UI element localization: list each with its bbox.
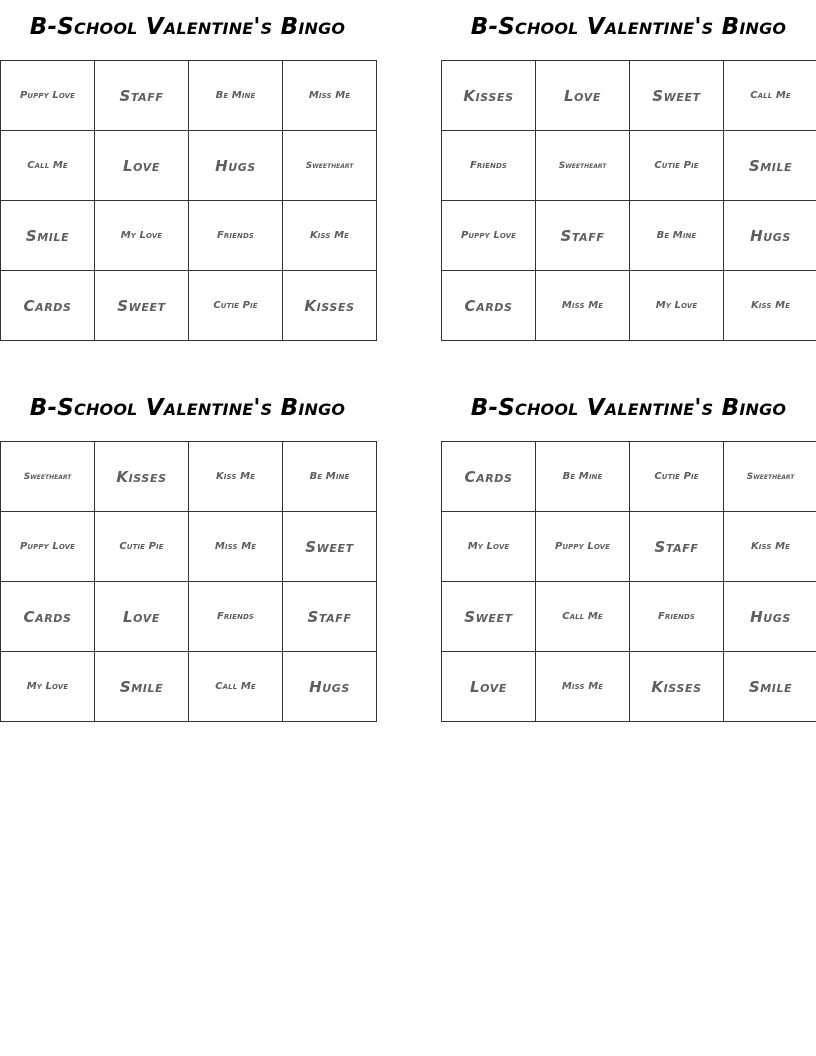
bingo-cell: Sweet: [630, 61, 724, 131]
bingo-cell: Cutie Pie: [630, 442, 724, 512]
card-title: B-School Valentine's Bingo: [29, 14, 346, 40]
bingo-cell: Puppy Love: [1, 61, 95, 131]
bingo-grid: [441, 441, 816, 722]
bingo-cell: Staff: [536, 201, 630, 271]
grid-row: [442, 442, 816, 512]
bingo-grid: [0, 60, 377, 341]
bingo-cell: Kiss Me: [724, 271, 816, 341]
bingo-cell: Kisses: [630, 652, 724, 722]
bingo-cell: Call Me: [536, 582, 630, 652]
bingo-cell: Kisses: [442, 61, 536, 131]
grid-row: [1, 582, 377, 652]
card-title: B-School Valentine's Bingo: [470, 395, 787, 421]
bingo-grid: [0, 441, 377, 722]
bingo-cell: Puppy Love: [442, 201, 536, 271]
bingo-cell: Love: [442, 652, 536, 722]
bingo-cell: Friends: [630, 582, 724, 652]
bingo-cell: Cards: [1, 582, 95, 652]
bingo-cell: My Love: [442, 512, 536, 582]
bingo-cell: Kisses: [95, 442, 189, 512]
bingo-cell: Love: [95, 131, 189, 201]
card-title: B-School Valentine's Bingo: [29, 395, 346, 421]
bingo-cell: Staff: [630, 512, 724, 582]
bingo-cell: Call Me: [724, 61, 816, 131]
bingo-cell: Sweetheart: [724, 442, 816, 512]
bingo-cell: Kiss Me: [283, 201, 377, 271]
bingo-cell: Hugs: [283, 652, 377, 722]
bingo-cell: Kisses: [283, 271, 377, 341]
bingo-cell: Friends: [442, 131, 536, 201]
bingo-cell: Cutie Pie: [95, 512, 189, 582]
bingo-cell: My Love: [1, 652, 95, 722]
bingo-cell: Hugs: [724, 201, 816, 271]
bingo-cell: Friends: [189, 582, 283, 652]
bingo-cell: Cutie Pie: [630, 131, 724, 201]
bingo-cell: Cutie Pie: [189, 271, 283, 341]
grid-row: [442, 652, 816, 722]
bingo-cell: Miss Me: [189, 512, 283, 582]
bingo-cell: Call Me: [1, 131, 95, 201]
bingo-cell: Be Mine: [536, 442, 630, 512]
bingo-cell: Kiss Me: [189, 442, 283, 512]
grid-row: [1, 61, 377, 131]
grid-row: [1, 271, 377, 341]
bingo-cell: Cards: [442, 271, 536, 341]
bingo-cell: Smile: [724, 131, 816, 201]
grid-row: [442, 61, 816, 131]
bingo-grid: [441, 60, 816, 341]
grid-row: [442, 512, 816, 582]
bingo-cell: Friends: [189, 201, 283, 271]
bingo-cell: My Love: [630, 271, 724, 341]
bingo-cell: Kiss Me: [724, 512, 816, 582]
grid-row: [1, 442, 377, 512]
bingo-cell: Hugs: [724, 582, 816, 652]
bingo-cell: Love: [536, 61, 630, 131]
bingo-cell: Sweet: [95, 271, 189, 341]
bingo-cell: Sweetheart: [1, 442, 95, 512]
grid-row: [1, 512, 377, 582]
bingo-cell: Puppy Love: [1, 512, 95, 582]
bingo-cell: Miss Me: [536, 652, 630, 722]
bingo-cell: Sweetheart: [283, 131, 377, 201]
bingo-cell: Love: [95, 582, 189, 652]
bingo-cell: Smile: [95, 652, 189, 722]
bingo-cell: Be Mine: [630, 201, 724, 271]
bingo-cell: Be Mine: [189, 61, 283, 131]
bingo-cell: Hugs: [189, 131, 283, 201]
bingo-cell: Smile: [724, 652, 816, 722]
grid-row: [442, 582, 816, 652]
grid-row: [1, 652, 377, 722]
bingo-cell: Cards: [1, 271, 95, 341]
bingo-cell: Staff: [283, 582, 377, 652]
bingo-cell: Miss Me: [536, 271, 630, 341]
card-title: B-School Valentine's Bingo: [470, 14, 787, 40]
bingo-cell: Staff: [95, 61, 189, 131]
bingo-cell: Be Mine: [283, 442, 377, 512]
bingo-cell: Miss Me: [283, 61, 377, 131]
bingo-cell: Smile: [1, 201, 95, 271]
grid-row: [1, 131, 377, 201]
bingo-cell: Puppy Love: [536, 512, 630, 582]
bingo-cell: Sweetheart: [536, 131, 630, 201]
grid-row: [442, 201, 816, 271]
bingo-cell: My Love: [95, 201, 189, 271]
bingo-cell: Sweet: [442, 582, 536, 652]
grid-row: [1, 201, 377, 271]
grid-row: [442, 131, 816, 201]
grid-row: [442, 271, 816, 341]
bingo-cell: Sweet: [283, 512, 377, 582]
bingo-cell: Cards: [442, 442, 536, 512]
bingo-cell: Call Me: [189, 652, 283, 722]
